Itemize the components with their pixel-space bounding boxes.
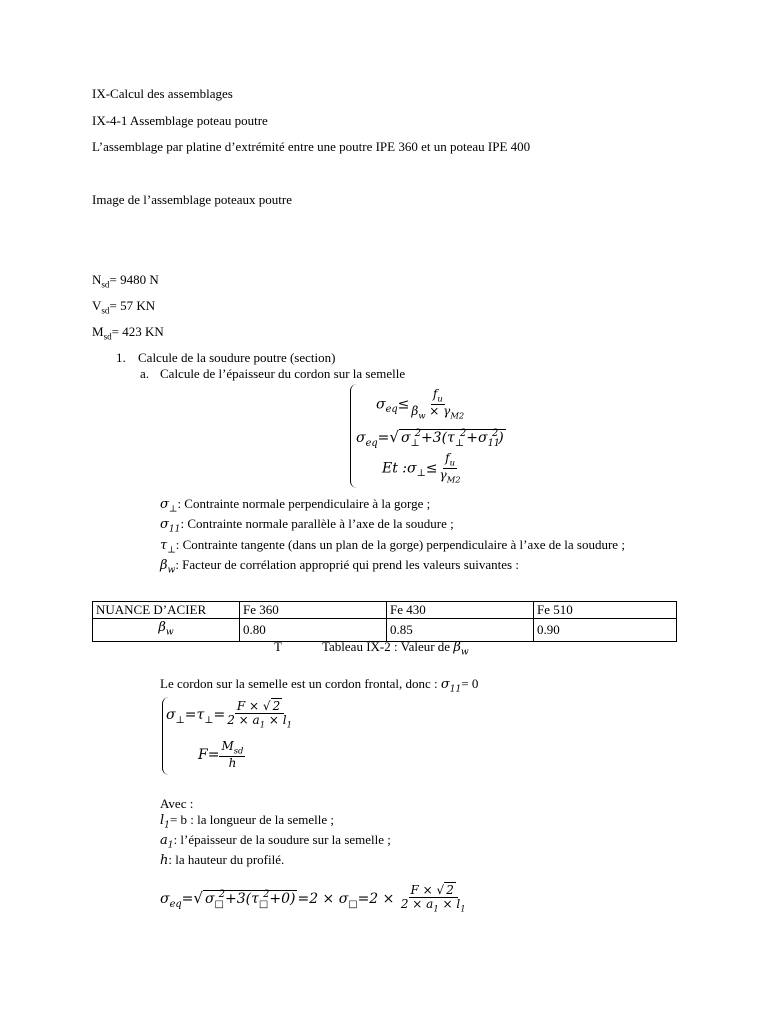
eq-2-line-2: F= $\frac{M_{sd}}{h}$ <box>198 739 244 770</box>
table-header-cell: Fe 360 <box>240 602 387 619</box>
table-cell: 0.90 <box>534 619 677 642</box>
intro-paragraph: L’assemblage par platine d’extrémité entre une poutre IPE 360 et un poteau IPE 400 <box>92 139 531 154</box>
table-header-cell: Fe 430 <box>387 602 534 619</box>
table-cell: 0.85 <box>387 619 534 642</box>
list-letter-a: a. <box>140 366 150 381</box>
definition-beta-w: $\beta_w$: Facteur de corrélation approprié qui prend les valeurs suivantes : <box>160 557 519 576</box>
definition-tau-perp: $\tau_\perp$: Contrainte tangente (dans un plan de la gorge) perpendiculaire à l’axe de la soudure ; <box>160 537 625 556</box>
definition-sigma-perp: $\sigma_\perp$: Contrainte normale perpendiculaire à la gorge ; <box>160 496 431 515</box>
section-heading: IX-Calcul des assemblages <box>92 86 233 101</box>
steel-grade-table <box>92 601 677 642</box>
definition-a1: $a_1$: l’épaisseur de la soudure sur la semelle ; <box>160 832 391 851</box>
list-item-a: Calcule de l’épaisseur du cordon sur la semelle <box>160 366 406 381</box>
image-caption: Image de l’assemblage poteaux poutre <box>92 192 292 207</box>
avec-title: Avec : <box>160 796 194 811</box>
load-msd: $M_{sd}= 423$ KN <box>92 324 164 342</box>
load-vsd: $V_{sd}= 57$ KN <box>92 298 156 316</box>
load-nsd: $N_{sd}= 9480$ N <box>92 272 159 290</box>
eq-2-line-1: $\sigma_\perp=\tau_\perp=$ $\frac{F \times √ 2}{2 \times a_1 \times l_1}$ <box>166 699 292 730</box>
eq-1-line-1: $\sigma_{eq}\le$ $\frac{f_u}{\beta_w \times \gamma_{M2}}$ <box>376 387 465 421</box>
definition-sigma-11: $\sigma_{11}$: Contrainte normale parallèle à l’axe de la soudure ; <box>160 516 454 535</box>
definition-l1: $l_1= b$ : la longueur de la semelle ; <box>160 812 334 831</box>
eq-1-line-2: $\sigma_{eq}=√$ $\sigma_\perp^2+3(\tau_\perp^2+\sigma_{11}^2)$ <box>356 428 504 449</box>
subsection-heading: IX-4-1 Assemblage poteau poutre <box>92 113 268 128</box>
table-caption-prefix: T <box>274 639 282 654</box>
list-number-1: 1. <box>116 350 126 365</box>
table-header-row <box>93 602 677 619</box>
table-header-cell: NUANCE D’ACIER <box>93 602 240 619</box>
table-header-cell: Fe 510 <box>534 602 677 619</box>
list-item-1: Calcule de la soudure poutre (section) <box>138 350 336 365</box>
eq-1-line-3: Et $:\sigma_\perp\le$ $\frac{f_u}{\gamma_{M2}}$ <box>382 451 461 485</box>
definition-h: h: la hauteur du profilé. <box>160 852 285 868</box>
table-caption: Tableau IX-2 : Valeur de $\beta_w$ <box>322 639 469 658</box>
table-row-label: $\beta_w$ <box>93 619 240 642</box>
table-row <box>93 619 677 642</box>
table-cell: 0.80 <box>240 619 387 642</box>
frontal-weld-statement: Le cordon sur la semelle est un cordon frontal, donc : $\sigma_{11}= 0$ <box>160 676 479 695</box>
final-equation: $\sigma_{eq}=√$ $\sigma_□^2+3(\tau_□^2+0) =2 \times \sigma_□=2$ × $\frac{F \times √ 2}{2 \times a_1 \times l_1}$ <box>160 883 466 914</box>
